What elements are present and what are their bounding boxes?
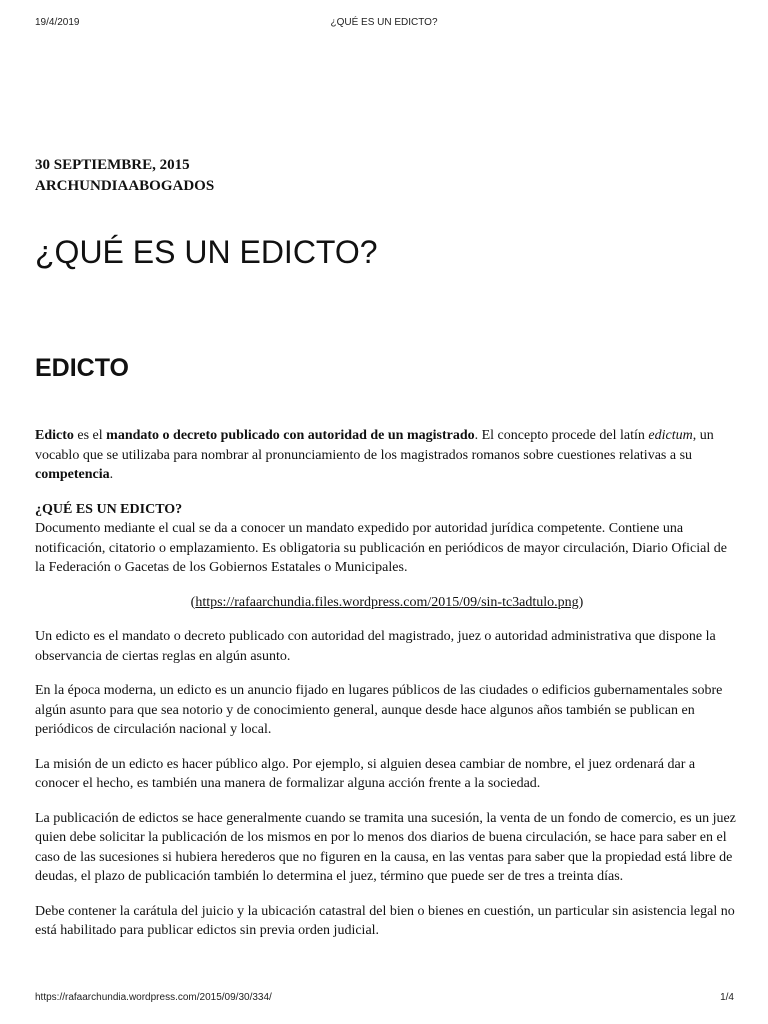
- subheading: ¿QUÉ ES UN EDICTO?: [35, 501, 183, 517]
- print-date: 19/4/2019: [35, 17, 80, 28]
- intro-bold-competencia: competencia: [35, 467, 110, 482]
- body-paragraph-3: La misión de un edicto es hacer público algo. Por ejemplo, si alguien desea cambiar de nombre, el juez ordenará dar a conocer el hecho, es también una manera de formalizar alguna acción frente a la sociedad.: [35, 756, 696, 791]
- section-heading: EDICTO: [35, 354, 129, 382]
- post-author[interactable]: ARCHUNDIAABOGADOS: [35, 178, 215, 194]
- definition-block: [35, 500, 739, 578]
- image-link-paragraph: (https://rafaarchundia.files.wordpress.com/2015/09/sin-tc3adtulo.png): [190, 594, 584, 610]
- print-page-title: ¿QUÉ ES UN EDICTO?: [330, 17, 438, 28]
- intro-bold-definition: mandato o decreto publicado con autoridad de un magistrado: [106, 428, 475, 443]
- body-paragraph-1: Un edicto es el mandato o decreto publicado con autoridad del magistrado, juez o autoridad administrativa que dispone la observancia de ciertas reglas en algún asunto.: [35, 629, 716, 664]
- post-meta: [35, 155, 214, 197]
- print-footer: [0, 992, 768, 1006]
- print-header: [0, 17, 768, 31]
- intro-latin-term: edictum: [648, 428, 693, 443]
- page-url: https://rafaarchundia.wordpress.com/2015/09/30/334/: [35, 992, 272, 1003]
- article-body: [35, 426, 739, 956]
- post-date[interactable]: 30 SEPTIEMBRE, 2015: [35, 157, 190, 173]
- body-paragraph-2: En la época moderna, un edicto es un anuncio fijado en lugares públicos de las ciudades o edificios gubernamentales sobre algún asunto para que sea notorio y de conocimiento general, aunque desde hace algunos años también se publican en periódicos de circulación nacional y local.: [35, 683, 723, 737]
- intro-paragraph: Edicto es el mandato o decreto publicado con autoridad de un magistrado. El concepto procede del latín edictum, un vocablo que se utilizaba para nombrar al pronunciamiento de los magistrados romanos sobre cuestiones relativas a su competencia.: [35, 428, 714, 482]
- body-paragraph-4: La publicación de edictos se hace generalmente cuando se tramita una sucesión, la venta de un fondo de comercio, es un juez quien debe solicitar la publicación de los mismos en por lo menos dos diarios de buena circulación, se hace para saber en el caso de las sucesiones si hubiera herederos que no figuren en la causa, en las ventas para saber que la propiedad está libre de deudas, el plazo de publicación también lo determina el juez, término que puede ser de tres a treinta días.: [35, 810, 736, 884]
- definition-text: Documento mediante el cual se da a conocer un mandato expedido por autoridad jurídica competente. Contiene una notificación, citatorio o emplazamiento. Es obligatoria su publicación en periódicos de mayor circulación, Diario Oficial de la Federación o Gacetas de los Gobiernos Estatales o Municipales.: [35, 521, 727, 575]
- article-title: ¿QUÉ ES UN EDICTO?: [35, 234, 378, 270]
- page-number: 1/4: [720, 992, 734, 1003]
- intro-bold-term: Edicto: [35, 428, 74, 443]
- body-paragraph-5: Debe contener la carátula del juicio y la ubicación catastral del bien o bienes en cuestión, un particular sin asistencia legal no está habilitado para publicar edictos sin previa orden judicial.: [35, 903, 735, 938]
- image-link[interactable]: https://rafaarchundia.files.wordpress.com/2015/09/sin-tc3adtulo.png: [195, 594, 579, 610]
